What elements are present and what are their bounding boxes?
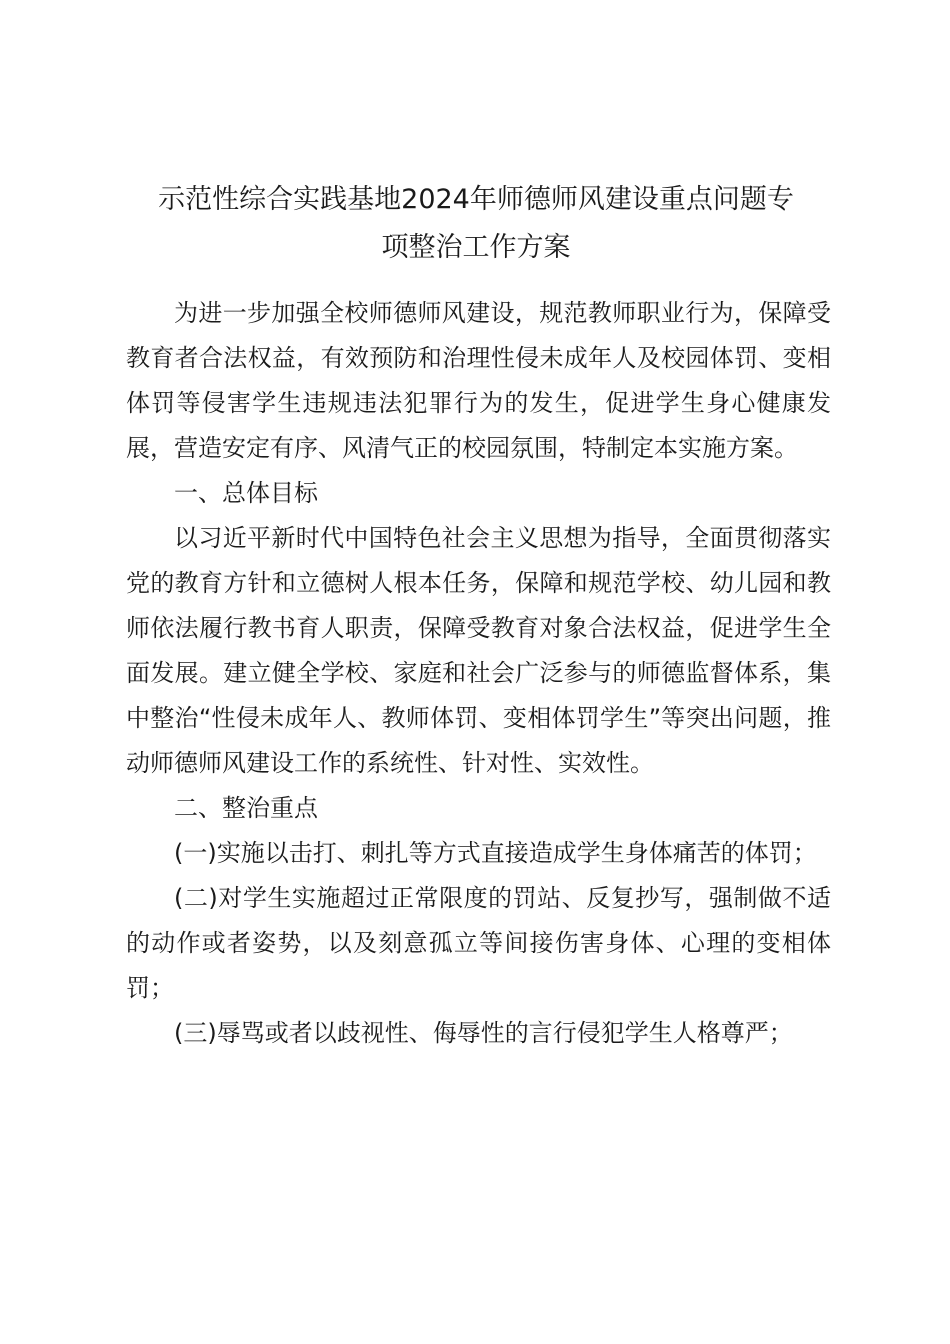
document-body	[126, 291, 831, 1056]
focus-item: (一)实施以击打、刺扎等方式直接造成学生身体痛苦的体罚；	[174, 839, 817, 867]
title-line-2: 项整治工作方案	[381, 232, 571, 263]
focus-item: (三)辱骂或者以歧视性、侮辱性的言行侵犯学生人格尊严；	[174, 1019, 793, 1047]
goals-paragraph: 以习近平新时代中国特色社会主义思想为指导，全面贯彻落实党的教育方针和立德树人根本任务，保障和规范学校、幼儿园和教师依法履行教书育人职责，保障受教育对象合法权益，促进学生全面发展。建立健全学校、家庭和社会广泛参与的师德监督体系，集中整治“性侵未成年人、教师体罚、变相体罚学生”等突出问题，推动师德师风建设工作的系统性、针对性、实效性。	[126, 524, 831, 777]
title-line-1: 示范性综合实践基地2024年师德师风建设重点问题专	[158, 184, 794, 215]
section-heading-goals: 一、总体目标	[174, 479, 318, 507]
section-heading-focus: 二、整治重点	[174, 794, 318, 822]
document-title	[126, 176, 826, 272]
focus-item: (二)对学生实施超过正常限度的罚站、反复抄写，强制做不适的动作或者姿势，以及刻意孤立等间接伤害身体、心理的变相体罚；	[126, 884, 831, 1002]
intro-paragraph: 为进一步加强全校师德师风建设，规范教师职业行为，保障受教育者合法权益，有效预防和治理性侵未成年人及校园体罚、变相体罚等侵害学生违规违法犯罪行为的发生，促进学生身心健康发展，营造安定有序、风清气正的校园氛围，特制定本实施方案。	[126, 299, 831, 462]
